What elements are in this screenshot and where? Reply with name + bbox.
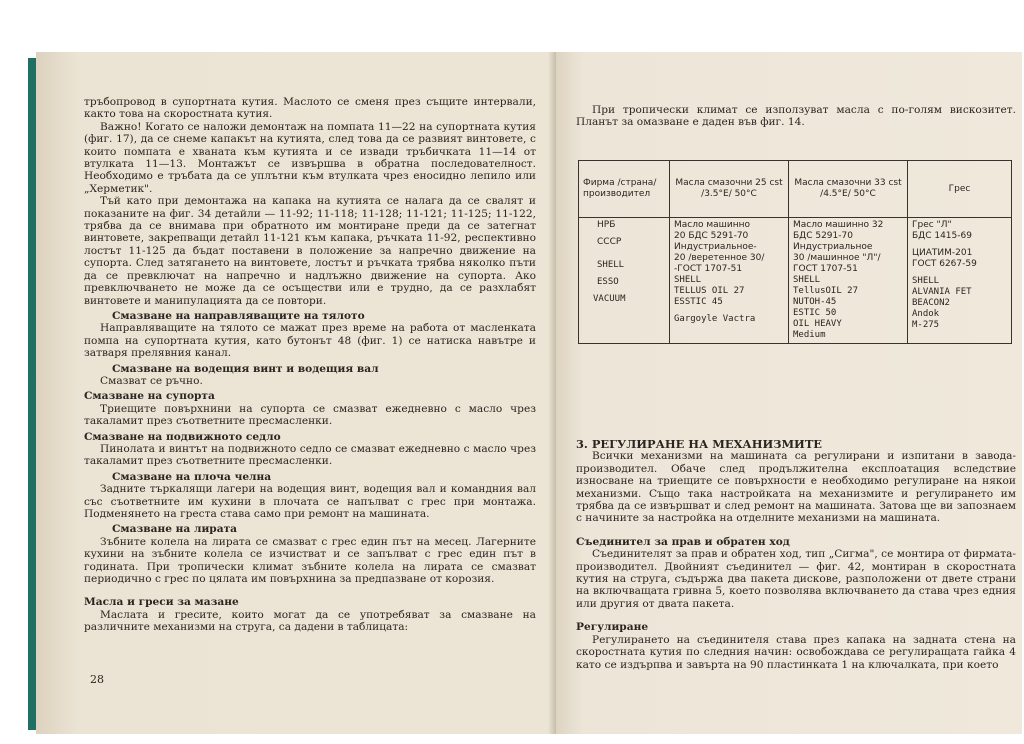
section-heading: Смазване на лирата <box>112 523 237 536</box>
cell-text: TELLUS OIL 27 <box>674 286 745 296</box>
section-heading: Смазване на плоча челна <box>112 470 272 483</box>
section-heading: Регулиране <box>576 621 649 634</box>
firm: VACUUM <box>593 294 626 304</box>
cell-text: Andok <box>912 309 940 319</box>
cell-text: ЦИАТИМ-201 <box>912 248 973 258</box>
paragraph: Всички механизми на машината са регулирани и изпитани в завода-производител. Обаче след продължителна експлоатация вследствие износване на триещите се повърхности е необходимо регулиране на някои механизми. Също така настройката на механизмите и регулирането им трябва да се извършват и след ремонт на машината. Затова ще ви запознаем с начините за настройка на отделните механизми на машината. <box>576 450 1016 525</box>
grease-cell <box>908 218 1012 344</box>
paragraph: При тропически климат се използуват масла с по-голям вискозитет. Планът за омазване е даден във фиг. 14. <box>576 104 1016 129</box>
cell-text: Gargoyle Vactra <box>674 314 756 324</box>
lubricants-table <box>578 160 1012 344</box>
right-intro <box>576 104 1016 129</box>
oil-25-cell <box>670 218 789 344</box>
right-text-column <box>576 430 1016 671</box>
paragraph: Регулирането на съединителя става през капака на задната стена на скоростната кутия по следния начин: освобождава се регулиращата гайка 4 като се издърпва и завърта на 90 пластинката 1 на ключалката, при което <box>576 633 1016 671</box>
firm: ESSO <box>597 277 619 287</box>
paragraph: Съединителят за прав и обратен ход, тип „Сигма", се монтира от фирмата-производител. Двойният съединител — фиг. 42, монтиран в скоростната кутия на струга, съдържа два пакета дискове, разположени от двете страни на включващата гривна 5, което позволява включването да става чрез едния или другия от двата пакета. <box>576 548 1016 610</box>
cell-text: Масло машинно 32 <box>793 220 884 230</box>
cell-text: TellusOIL 27 <box>793 286 859 296</box>
section-heading: Смазване на подвижното седло <box>84 430 281 443</box>
cell-text: OIL HEAVY <box>793 319 842 329</box>
cell-text: Medium <box>793 330 826 340</box>
cell-text: ESTIC 50 <box>793 308 837 318</box>
paragraph: Тъй като при демонтажа на капака на кутията се налага да се свалят и показаните на фиг. 34 детайли — 11-92; 11-118; 11-128; 11-121; 11-125; 11-122, трябва да се внимава при обратното им монтиране преди да се затегнат винтовете, закрепващи детайл 11-121 към капака, ръчката 11-92, респективно лостът 11-125 да бъдат поставени в положение за напречно движение на супорта. След затягането на винтовете, лостът и ръчката трябва няколко пъти да се превключат на напречно и надлъжно движение на супорта. Ако превключването не може да се осъществи или е трудно, да се разхлабят винтовете и манипулацията да се повтори. <box>84 195 536 307</box>
paragraph: Триещите повърхнини на супорта се смазват ежедневно с масло чрез такаламит през съответните пресмасленки. <box>84 402 536 428</box>
paragraph: Задните търкалящи лагери на водещия винт, водещия вал и командния вал със съответните им кухини в плочата се напълват с грес при монтажа. Подменянето на греста става само при ремонт на машината. <box>84 483 536 520</box>
section-heading: Масла и греси за мазане <box>84 596 239 609</box>
table-header-row <box>579 161 1012 218</box>
cell-text: ALVANIA FET <box>912 287 972 297</box>
cell-text: SHELL <box>793 275 821 285</box>
open-book <box>36 52 1022 734</box>
table-row <box>579 218 1012 344</box>
cell-text: 20 /веретенное 30/ <box>674 253 765 263</box>
cell-text: Грес "Л" <box>912 220 952 230</box>
table-header: Масла смазочни 33 cst /4.5°E/ 50°C <box>789 161 908 218</box>
table-header: Грес <box>908 161 1012 218</box>
firm: СССР <box>597 237 622 247</box>
cell-text: ГОСТ 6267-59 <box>912 259 977 269</box>
cell-text: -ГОСТ 1707-51 <box>674 264 743 274</box>
page-number: 28 <box>90 673 104 686</box>
paragraph-important: Важно! Когато се наложи демонтаж на помпата 11—22 на супортната кутия (фиг. 17), да се снеме капакът на кутията, след това да се развият винтовете, с които помпата е хваната към кутията и се извади тръбичката 11—14 от втулката 11—13. Монтажът се извършва в обратна последователност. Необходимо е тръбата да се уплътни към втулката чрез еносидно лепило или „Херметик". <box>84 120 536 195</box>
left-page <box>36 52 556 734</box>
paragraph: Смазват се ръчно. <box>100 374 203 387</box>
paragraph: тръбопровод в супортната кутия. Маслото се сменя през същите интервали, както това на скоростната кутия. <box>84 96 536 121</box>
cell-text: БДС 5291-70 <box>793 231 853 241</box>
paragraph: Зъбните колела на лирата се смазват с грес един път на месец. Лагерните кухини на зъбните колела се изчистват и се запълват с грес един път в годината. При тропически климат зъбните колела на лирата се смазват периодично с грес по цялата им повърхнина за предпазване от корозия. <box>84 535 536 586</box>
cell-text: BEACON2 <box>912 298 950 308</box>
right-page <box>556 52 1022 734</box>
firm-cell <box>579 218 670 344</box>
firm: НРБ <box>597 220 616 230</box>
section-heading: Смазване на водещия винт и водещия вал <box>112 362 379 375</box>
paragraph: Пинолата и винтът на подвижното седло се смазват ежедневно с масло чрез такаламит през съответните пресмасленки. <box>84 442 536 468</box>
cell-text: 30 /машинное "Л"/ <box>793 253 881 263</box>
cell-text: SHELL <box>674 275 702 285</box>
section-heading: Смазване на супорта <box>84 390 215 403</box>
cell-text: ГОСТ 1707-51 <box>793 264 858 274</box>
section-heading: Съединител за прав и обратен ход <box>576 535 790 548</box>
paragraph: Направляващите на тялото се мажат през време на работа от масленката помпа на супортната кутия, като бутонът 48 (фиг. 1) се натиска навътре и затваря прелявния канал. <box>84 322 536 360</box>
cell-text: SHELL <box>912 276 940 286</box>
cell-text: БДС 1415-69 <box>912 231 972 241</box>
cell-text: NUTOH-45 <box>793 297 837 307</box>
cell-text: Индустриальное- <box>674 242 757 252</box>
oil-33-cell <box>789 218 908 344</box>
cell-text: Индустриальное <box>793 242 873 252</box>
cell-text: M-275 <box>912 320 940 330</box>
paragraph: Маслата и гресите, които могат да се употребяват за смазване на различните механизми на струга, са дадени в таблицата: <box>84 608 536 634</box>
section-heading: Смазване на направляващите на тялото <box>112 309 365 322</box>
left-text-column <box>84 96 536 634</box>
cell-text: ESSTIC 45 <box>674 297 723 307</box>
cell-text: Масло машинно <box>674 220 751 230</box>
firm: SHELL <box>597 260 625 270</box>
table-header: Фирма /страна/ производител <box>579 161 670 218</box>
section-title: 3. РЕГУЛИРАНЕ НА МЕХАНИЗМИТЕ <box>576 437 822 451</box>
cell-text: 20 БДС 5291-70 <box>674 231 749 241</box>
table-header: Масла смазочни 25 cst /3.5°E/ 50°C <box>670 161 789 218</box>
